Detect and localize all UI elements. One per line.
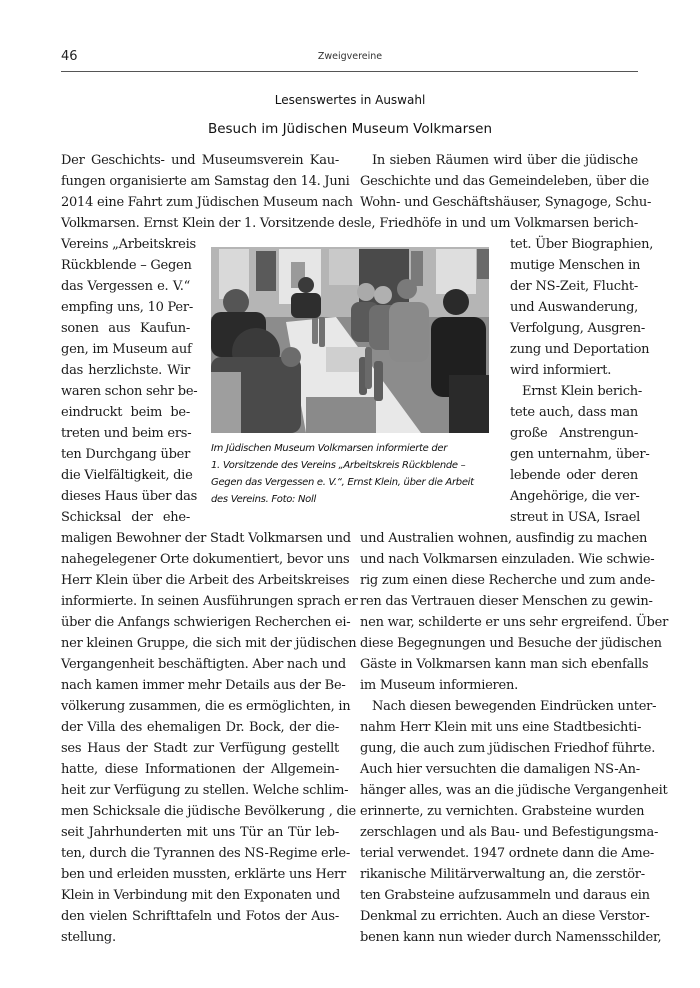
text-line: Geschichte und das Gemeindeleben, über die [360,174,649,189]
text-line: und nach Volkmarsen einzuladen. Wie schwie- [360,552,655,567]
text-line: ten, durch die Tyrannen des NS-Regime erle- [61,846,350,861]
text-line: ren das Vertrauen dieser Menschen zu gewin- [360,594,653,609]
text-line: ses Haus der Stadt zur Verfügung gestellt [61,741,339,756]
text-line: ten Grabsteine aufzusammeln und daraus ein [360,888,650,903]
text-line: tete auch, dass man [510,405,638,420]
text-line: Vergangenheit beschäftigten. Aber nach und [61,657,346,672]
caption-line: Im Jüdischen Museum Volkmarsen informierte der [211,443,448,454]
text-line: erinnerte, zu vernichten. Grabsteine wurden [360,804,645,819]
text-line: diese Begegnungen und Besuche der jüdischen [360,636,662,651]
text-line: Ernst Klein berich- [522,384,643,399]
text-line: und Auswanderung, [510,300,639,315]
text-line: über die Anfangs schwierigen Recherchen ei- [61,615,351,630]
text-line: informierte. In seinen Ausführungen sprach er [61,594,358,609]
text-line: völkerung zusammen, die es ermöglichten, in [61,699,351,714]
text-line: Gäste in Volkmarsen kann man sich ebenfalls [360,657,649,672]
text-line: lebende oder deren [510,468,638,483]
text-line: nahegelegener Orte dokumentiert, bevor uns [61,552,350,567]
text-line: gung, die auch zum jüdischen Friedhof führte. [360,741,656,756]
text-line: heit zur Verfügung zu stellen. Welche schlim- [61,783,349,798]
text-line: seit Jahrhunderten mit uns Tür an Tür leb- [61,825,339,840]
text-line: 2014 eine Fahrt zum Jüdischen Museum nach [61,195,353,210]
text-line: Schicksal der ehe- [61,510,190,525]
text-line: das herzlichste. Wir [61,363,190,378]
text-line: Der Geschichts- und Museumsverein Kau- [61,153,339,168]
text-line: der NS-Zeit, Flucht- [510,279,638,294]
text-line: zung und Deportation [510,342,650,357]
text-line: terial verwendet. 1947 ordnete dann die Ame- [360,846,655,861]
museum-meeting-photo [211,247,489,433]
text-line: rikanische Militärverwaltung an, die zerstör- [360,867,645,882]
text-line: rig zum einen diese Recherche und zum ande- [360,573,655,588]
text-line: men Schicksale die jüdische Bevölkerung , die [61,804,356,819]
text-line: ben und erleiden mussten, erklärte uns Herr [61,867,346,882]
running-header: Zweigvereine [317,51,383,62]
caption-line: Gegen das Vergessen e. V.“, Ernst Klein, über die Arbeit [211,477,474,488]
text-line: Wohn- und Geschäftshäuser, Synagoge, Schu- [360,195,652,210]
text-line: stellung. [61,930,116,945]
text-line: Volkmarsen. Ernst Klein der 1. Vorsitzende des [61,216,361,231]
text-line: Auch hier versuchten die damaligen NS-An- [360,762,640,777]
text-line: maligen Bewohner der Stadt Volkmarsen und [61,531,351,546]
text-line: dieses Haus über das [61,489,198,504]
text-line: ten Durchgang über [61,447,191,462]
text-line: gen unternahm, über- [510,447,650,462]
photo-caption [211,440,496,508]
page-number: 46 [61,49,78,64]
article-title: Besuch im Jüdischen Museum Volkmarsen [207,121,493,137]
text-line: fungen organisierte am Samstag den 14. Juni [61,174,350,189]
text-line: waren schon sehr be- [61,384,198,399]
text-line: Klein in Verbindung mit den Exponaten und [61,888,341,903]
text-line: der Villa des ehemaligen Dr. Bock, der die- [61,720,339,735]
caption-line: des Vereins. Foto: Noll [211,494,316,505]
text-line: treten und beim ers- [61,426,192,441]
section-kicker: Lesenswertes in Auswahl [274,93,426,107]
text-line: streut in USA, Israel [510,510,641,525]
text-line: Nach diesen bewegenden Eindrücken unter- [372,699,657,714]
text-line: benen kann nun wieder durch Namensschilder, [360,930,662,945]
text-line: Vereins „Arbeitskreis [61,237,196,252]
text-line: den vielen Schrifttafeln und Fotos der Aus- [61,909,339,924]
text-line: Verfolgung, Ausgren- [510,321,645,336]
text-line: Angehörige, die ver- [510,489,640,504]
text-line: sonen aus Kaufun- [61,321,190,336]
text-line: die Vielfältigkeit, die [61,468,193,483]
text-line: mutige Menschen in [510,258,641,273]
text-line: und Australien wohnen, ausfindig zu machen [360,531,648,546]
text-line: wird informiert. [510,363,612,378]
text-line: eindruckt beim be- [61,405,190,420]
text-line: hatte, diese Informationen der Allgemein- [61,762,339,777]
caption-line: 1. Vorsitzende des Vereins „Arbeitskreis Rückblende – [211,460,466,471]
text-line: nach kamen immer mehr Details aus der Be- [61,678,346,693]
text-line: im Museum informieren. [360,678,518,693]
text-line: ner kleinen Gruppe, die sich mit der jüdischen [61,636,357,651]
text-line: hänger alles, was an die jüdische Vergangenheit [360,783,668,798]
text-line: zerschlagen und als Bau- und Befestigungsma- [360,825,659,840]
text-line: nen war, schilderte er uns sehr ergreifend. Über [360,615,669,630]
text-line: Rückblende – Gegen [61,258,192,273]
header-rule [61,71,638,72]
text-line: tet. Über Biographien, [510,237,654,252]
text-line: das Vergessen e. V.“ [61,279,190,294]
text-line: le, Friedhöfe in und um Volkmarsen berich- [360,216,638,231]
text-line: gen, im Museum auf [61,342,192,357]
text-line: Herr Klein über die Arbeit des Arbeitskreises [61,573,350,588]
text-line: empfing uns, 10 Per- [61,300,193,315]
text-line: große Anstrengun- [510,426,638,441]
text-line: nahm Herr Klein mit uns eine Stadtbesichti- [360,720,642,735]
text-line: Denkmal zu errichten. Auch an diese Verstor- [360,909,650,924]
text-line: In sieben Räumen wird über die jüdische [372,153,638,168]
